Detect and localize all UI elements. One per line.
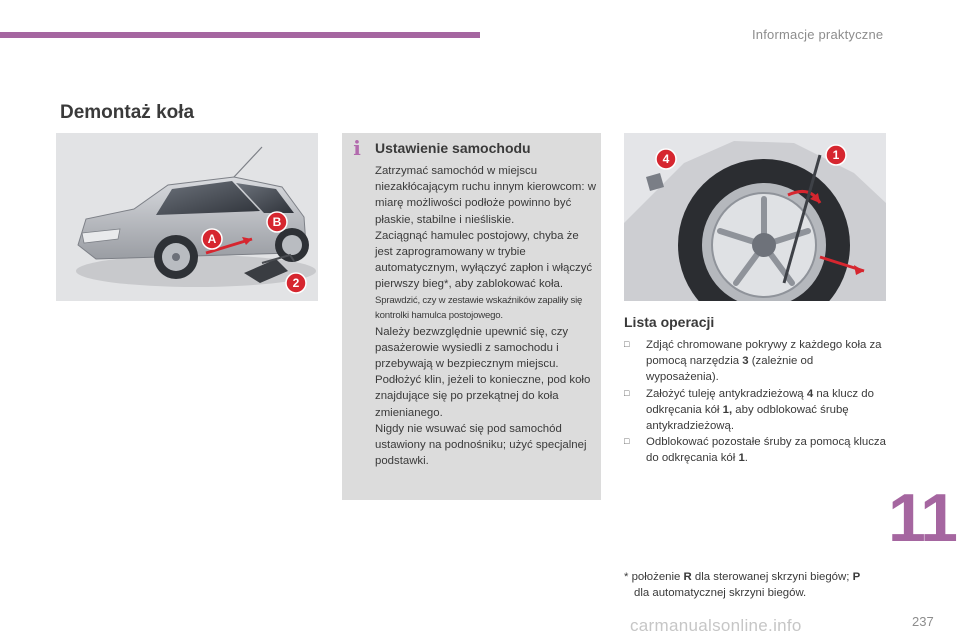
info-paragraph: Zaciągnąć hamulec postojowy, chyba że jest zaprogramowany w trybie automatycznym, wyłączyć zapłon i włączyć pierwszy bieg*, aby zablokować koła. <box>375 229 593 291</box>
label-2-marker <box>286 273 306 293</box>
car-illustration <box>56 133 318 301</box>
label-a-marker <box>202 229 222 249</box>
label-b-marker <box>267 212 287 232</box>
operations-title: Lista operacji <box>624 314 715 330</box>
label-1-marker <box>826 145 846 165</box>
svg-text:2: 2 <box>292 276 300 290</box>
wheel-drawing <box>624 133 886 301</box>
header-accent-bar <box>0 32 480 38</box>
list-item: □ Założyć tuleję antykradzieżową 4 na klucz do odkręcania kół 1, aby odblokować śrubę antykradzieżową. <box>624 387 874 433</box>
wheel-illustration <box>624 133 886 301</box>
checkbox-bullet-icon: □ <box>624 387 630 398</box>
page-title: Demontaż koła <box>60 102 195 123</box>
info-paragraph: Zatrzymać samochód w miejscu niezakłócającym ruchu innym kierowcom: w miarę możliwości podłoże powinno być płaskie, stabilne i nieśliskie. <box>375 165 596 226</box>
list-item: □ Zdjąć chromowane pokrywy z każdego koła za pomocą narzędzia 3 (zależnie od wyposażenia). <box>624 339 882 384</box>
info-small-note: Sprawdzić, czy w zestawie wskaźników zapaliły się kontrolki hamulca postojowego. <box>375 294 583 322</box>
info-paragraph: Nigdy nie wsuwać się pod samochód ustawiony na podnośniku; użyć specjalnej podstawki. <box>375 422 587 468</box>
footnote: * położenie R dla sterowanej skrzyni biegów; P dla automatycznej skrzyni biegów. <box>624 571 861 600</box>
page-number: 237 <box>912 614 934 629</box>
info-box-title: Ustawienie samochodu <box>375 140 531 156</box>
info-icon: i <box>353 136 361 160</box>
car-drawing <box>56 133 318 301</box>
checkbox-bullet-icon: □ <box>624 436 630 447</box>
info-paragraph: Podłożyć klin, jeżeli to konieczne, pod koło znajdujące się po przekątnej do koła zmienianego. <box>375 374 591 419</box>
svg-text:4: 4 <box>662 152 670 166</box>
svg-text:1: 1 <box>832 148 840 162</box>
operations-list <box>624 337 886 467</box>
info-paragraph: Należy bezwzględnie upewnić się, czy pasażerowie wysiedli z samochodu i przebywają w bezpiecznym miejscu. <box>375 325 569 371</box>
chapter-number: 11 <box>888 480 956 556</box>
label-4-marker <box>656 149 676 169</box>
section-label: Informacje praktyczne <box>752 27 884 42</box>
svg-text:B: B <box>272 215 282 229</box>
list-item: □ Odblokować pozostałe śruby za pomocą klucza do odkręcania kół 1. <box>624 436 886 465</box>
watermark: carmanualsonline.info <box>630 616 802 635</box>
svg-text:A: A <box>207 232 217 246</box>
checkbox-bullet-icon: □ <box>624 339 630 349</box>
info-box-body <box>375 163 597 469</box>
